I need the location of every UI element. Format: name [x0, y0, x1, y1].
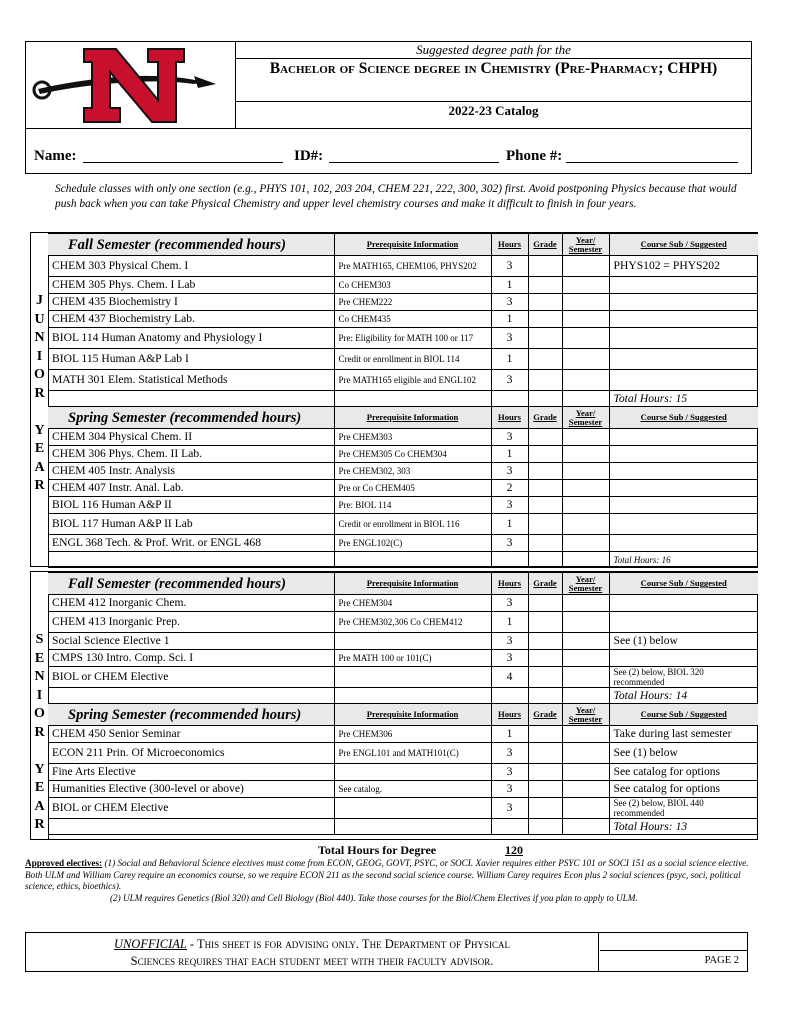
col-hours: Hours — [491, 704, 528, 726]
university-logo — [26, 42, 236, 128]
semester-total-row — [48, 552, 758, 568]
course-substitution: See catalog for options — [609, 764, 758, 781]
course-substitution — [609, 370, 758, 391]
senior-year-label — [31, 572, 49, 839]
year-semester-cell[interactable] — [562, 370, 609, 391]
grade-cell[interactable] — [528, 497, 562, 514]
course-hours: 2 — [491, 480, 528, 497]
empty-cell — [491, 552, 528, 568]
empty-cell — [48, 391, 334, 407]
approved-electives-notes — [25, 858, 760, 904]
course-prerequisite: Co CHEM303 — [334, 277, 491, 294]
course-hours: 3 — [491, 294, 528, 311]
course-name: CHEM 305 Phys. Chem. I Lab — [48, 277, 334, 294]
course-substitution: See (1) below — [609, 633, 758, 650]
course-row — [48, 743, 758, 764]
course-name: Fine Arts Elective — [48, 764, 334, 781]
course-name: CHEM 450 Senior Seminar — [48, 726, 334, 743]
grade-cell[interactable] — [528, 514, 562, 535]
year-semester-cell[interactable] — [562, 595, 609, 612]
year-label-letter: Y — [34, 422, 45, 438]
course-name: CHEM 437 Biochemistry Lab. — [48, 311, 334, 328]
empty-cell — [528, 391, 562, 407]
course-row — [48, 311, 758, 328]
col-hours: Hours — [491, 573, 528, 595]
course-substitution: See catalog for options — [609, 781, 758, 798]
empty-cell — [562, 391, 609, 407]
year-semester-cell[interactable] — [562, 349, 609, 370]
year-label-letter: N — [34, 330, 45, 345]
course-row — [48, 429, 758, 446]
col-prerequisite: Prerequisite Information — [334, 234, 491, 256]
grade-cell[interactable] — [528, 429, 562, 446]
course-hours: 1 — [491, 514, 528, 535]
course-name: CHEM 405 Instr. Analysis — [48, 463, 334, 480]
course-name: BIOL or CHEM Elective — [48, 667, 334, 688]
course-row — [48, 294, 758, 311]
year-semester-cell[interactable] — [562, 446, 609, 463]
year-label-letter: Y — [34, 761, 45, 777]
intro-note: Schedule classes with only one section (e.g., PHYS 101, 102, 203 204, CHEM 221, 222, 300, 302) first. Avoid postponing Physics because that would push back when you can take Physical Chemistry and upper level chemistry courses and make it difficult to finish in four years. — [55, 183, 737, 210]
empty-cell — [562, 552, 609, 568]
empty-cell — [528, 819, 562, 835]
year-semester-cell[interactable] — [562, 311, 609, 328]
grade-cell[interactable] — [528, 633, 562, 650]
empty-cell — [562, 819, 609, 835]
course-hours: 3 — [491, 798, 528, 819]
course-substitution: PHYS102 = PHYS202 — [609, 256, 758, 277]
course-prerequisite — [334, 798, 491, 819]
semester-header-row — [48, 234, 758, 256]
course-row — [48, 633, 758, 650]
course-prerequisite: Pre MATH165 eligible and ENGL102 — [334, 370, 491, 391]
empty-cell — [562, 688, 609, 704]
course-hours: 3 — [491, 633, 528, 650]
empty-cell — [528, 552, 562, 568]
grade-cell[interactable] — [528, 294, 562, 311]
year-label-letter: S — [35, 632, 44, 647]
semester-header-row — [48, 407, 758, 429]
year-semester-cell[interactable] — [562, 612, 609, 633]
semester-header-row — [48, 573, 758, 595]
course-hours: 3 — [491, 781, 528, 798]
course-substitution — [609, 514, 758, 535]
grade-cell[interactable] — [528, 311, 562, 328]
grade-cell[interactable] — [528, 612, 562, 633]
year-label-letter: R — [34, 385, 45, 401]
semester-total-hours: Total Hours: 14 — [609, 688, 758, 704]
year-semester-cell[interactable] — [562, 328, 609, 349]
grade-cell[interactable] — [528, 781, 562, 798]
course-row — [48, 781, 758, 798]
course-name: CHEM 412 Inorganic Chem. — [48, 595, 334, 612]
course-row — [48, 370, 758, 391]
year-label-letter: R — [34, 724, 45, 740]
year-label-letter: E — [34, 780, 45, 795]
course-prerequisite: Co CHEM435 — [334, 311, 491, 328]
semester-title: Spring Semester (recommended hours) — [48, 704, 334, 726]
course-name: CHEM 407 Instr. Anal. Lab. — [48, 480, 334, 497]
course-hours: 1 — [491, 726, 528, 743]
grade-cell[interactable] — [528, 463, 562, 480]
disclaimer-line-1: - This sheet is for advising only. The Department of Physical — [186, 937, 511, 951]
course-hours: 3 — [491, 743, 528, 764]
course-name: BIOL 117 Human A&P II Lab — [48, 514, 334, 535]
col-course-sub: Course Sub / Suggested — [609, 234, 758, 256]
semester-total-hours: Total Hours: 13 — [609, 819, 758, 835]
unofficial-label: UNOFFICIAL — [113, 937, 187, 951]
notes-heading: Approved electives: — [25, 858, 103, 868]
course-hours: 3 — [491, 463, 528, 480]
empty-cell — [48, 688, 334, 704]
course-name: Social Science Elective 1 — [48, 633, 334, 650]
note-2: (2) ULM requires Genetics (Biol 320) and Cell Biology (Biol 440). Take those courses for the Biol/Chem Electives if you plan to apply to ULM. — [110, 892, 638, 903]
course-substitution — [609, 277, 758, 294]
course-row — [48, 650, 758, 667]
course-row — [48, 480, 758, 497]
empty-cell — [491, 391, 528, 407]
course-row — [48, 514, 758, 535]
year-label-letter: I — [36, 687, 43, 703]
col-prerequisite: Prerequisite Information — [334, 704, 491, 726]
col-grade: Grade — [528, 573, 562, 595]
course-name: BIOL 116 Human A&P II — [48, 497, 334, 514]
course-prerequisite: Pre MATH165, CHEM106, PHYS202 — [334, 256, 491, 277]
grade-cell[interactable] — [528, 726, 562, 743]
course-hours: 1 — [491, 612, 528, 633]
course-row — [48, 497, 758, 514]
senior-year-section — [30, 571, 758, 840]
year-semester-cell[interactable] — [562, 480, 609, 497]
course-hours: 1 — [491, 446, 528, 463]
col-grade: Grade — [528, 704, 562, 726]
grade-cell[interactable] — [528, 328, 562, 349]
semester-header-row — [48, 704, 758, 726]
year-label-letter: A — [34, 459, 45, 475]
year-label-letter: U — [34, 311, 45, 327]
col-year-semester: Year/ Semester — [562, 704, 609, 726]
course-substitution — [609, 294, 758, 311]
course-prerequisite: Pre CHEM306 — [334, 726, 491, 743]
course-prerequisite: Pre ENGL101 and MATH101(C) — [334, 743, 491, 764]
course-substitution: See (2) below, BIOL 320 recommended — [609, 667, 758, 688]
col-grade: Grade — [528, 407, 562, 429]
course-substitution — [609, 480, 758, 497]
year-semester-cell[interactable] — [562, 798, 609, 819]
document-header — [25, 41, 752, 129]
course-name: ENGL 368 Tech. & Prof. Writ. or ENGL 468 — [48, 535, 334, 552]
junior-course-table — [48, 233, 758, 568]
course-name: BIOL 114 Human Anatomy and Physiology I — [48, 328, 334, 349]
empty-cell — [48, 819, 334, 835]
id-field[interactable] — [329, 162, 499, 163]
year-semester-cell[interactable] — [562, 429, 609, 446]
disclaimer-line-2: Sciences requires that each student meet with their faculty advisor. — [130, 954, 494, 968]
empty-cell — [334, 552, 491, 568]
course-prerequisite: Credit or enrollment in BIOL 116 — [334, 514, 491, 535]
col-hours: Hours — [491, 234, 528, 256]
course-row — [48, 612, 758, 633]
course-hours: 3 — [491, 535, 528, 552]
grade-cell[interactable] — [528, 743, 562, 764]
junior-year-section — [30, 232, 758, 567]
course-name: ECON 211 Prin. Of Microeconomics — [48, 743, 334, 764]
course-row — [48, 349, 758, 370]
grade-cell[interactable] — [528, 480, 562, 497]
course-hours: 3 — [491, 370, 528, 391]
year-semester-cell[interactable] — [562, 535, 609, 552]
course-prerequisite: Pre CHEM304 — [334, 595, 491, 612]
year-semester-cell[interactable] — [562, 256, 609, 277]
total-degree-label: Total Hours for Degree — [318, 843, 437, 857]
grade-cell[interactable] — [528, 535, 562, 552]
course-prerequisite: Pre CHEM222 — [334, 294, 491, 311]
name-label: Name: — [34, 148, 77, 164]
course-hours: 3 — [491, 595, 528, 612]
course-substitution — [609, 311, 758, 328]
course-hours: 3 — [491, 764, 528, 781]
course-row — [48, 798, 758, 819]
course-prerequisite — [334, 764, 491, 781]
empty-cell — [334, 819, 491, 835]
empty-cell — [48, 552, 334, 568]
course-substitution: See (2) below, BIOL 440 recommended — [609, 798, 758, 819]
course-substitution — [609, 429, 758, 446]
course-name: BIOL or CHEM Elective — [48, 798, 334, 819]
col-hours: Hours — [491, 407, 528, 429]
course-row — [48, 256, 758, 277]
year-semester-cell[interactable] — [562, 497, 609, 514]
course-hours: 3 — [491, 328, 528, 349]
id-label: ID#: — [294, 148, 324, 164]
semester-title: Spring Semester (recommended hours) — [48, 407, 334, 429]
course-row — [48, 726, 758, 743]
empty-cell — [528, 688, 562, 704]
course-prerequisite: Pre or Co CHEM405 — [334, 480, 491, 497]
page-number: PAGE 2 — [704, 955, 739, 966]
course-prerequisite: Pre CHEM302, 303 — [334, 463, 491, 480]
phone-field[interactable] — [566, 162, 738, 163]
course-hours: 3 — [491, 497, 528, 514]
course-substitution — [609, 535, 758, 552]
year-label-letter: E — [34, 650, 45, 666]
course-prerequisite: See catalog. — [334, 781, 491, 798]
year-label-letter: A — [34, 798, 45, 814]
col-year-semester: Year/ Semester — [562, 573, 609, 595]
empty-cell — [491, 819, 528, 835]
course-row — [48, 667, 758, 688]
course-name: CHEM 303 Physical Chem. I — [48, 256, 334, 277]
semester-title: Fall Semester (recommended hours) — [48, 234, 334, 256]
course-prerequisite: Pre: Eligibility for MATH 100 or 117 — [334, 328, 491, 349]
col-prerequisite: Prerequisite Information — [334, 573, 491, 595]
course-name: CHEM 435 Biochemistry I — [48, 294, 334, 311]
year-label-letter: R — [34, 478, 45, 493]
course-name: CHEM 304 Physical Chem. II — [48, 429, 334, 446]
course-substitution — [609, 497, 758, 514]
course-substitution — [609, 328, 758, 349]
empty-cell — [334, 391, 491, 407]
year-label-letter: I — [36, 348, 43, 364]
grade-cell[interactable] — [528, 667, 562, 688]
course-hours: 3 — [491, 650, 528, 667]
course-prerequisite: Pre CHEM305 Co CHEM304 — [334, 446, 491, 463]
course-hours: 1 — [491, 349, 528, 370]
year-semester-cell[interactable] — [562, 667, 609, 688]
semester-total-row — [48, 391, 758, 407]
course-row — [48, 764, 758, 781]
col-year-semester: Year/ Semester — [562, 407, 609, 429]
name-field[interactable] — [83, 162, 283, 163]
year-label-letter: O — [34, 367, 45, 382]
course-substitution: See (1) below — [609, 743, 758, 764]
course-row — [48, 595, 758, 612]
col-grade: Grade — [528, 234, 562, 256]
course-row — [48, 463, 758, 480]
col-course-sub: Course Sub / Suggested — [609, 573, 758, 595]
degree-title: Bachelor of Science degree in Chemistry (Pre-Pharmacy; CHPH) — [236, 59, 751, 102]
footer — [25, 932, 748, 972]
col-course-sub: Course Sub / Suggested — [609, 704, 758, 726]
course-name: Humanities Elective (300-level or above) — [48, 781, 334, 798]
course-substitution — [609, 463, 758, 480]
year-semester-cell[interactable] — [562, 781, 609, 798]
year-semester-cell[interactable] — [562, 277, 609, 294]
course-prerequisite: Pre CHEM303 — [334, 429, 491, 446]
col-year-semester: Year/ Semester — [562, 234, 609, 256]
course-substitution — [609, 595, 758, 612]
grade-cell[interactable] — [528, 349, 562, 370]
junior-year-label — [31, 233, 49, 566]
semester-total-row — [48, 688, 758, 704]
grade-cell[interactable] — [528, 446, 562, 463]
year-semester-cell[interactable] — [562, 743, 609, 764]
year-label-letter: E — [34, 441, 45, 456]
semester-total-hours: Total Hours: 15 — [609, 391, 758, 407]
total-degree-value: 120 — [505, 843, 523, 857]
total-degree-hours — [318, 843, 523, 858]
course-prerequisite: Pre ENGL102(C) — [334, 535, 491, 552]
year-semester-cell[interactable] — [562, 650, 609, 667]
course-name: CHEM 413 Inorganic Prep. — [48, 612, 334, 633]
course-prerequisite: Pre MATH 100 or 101(C) — [334, 650, 491, 667]
year-label-letter: N — [34, 669, 45, 684]
course-name: CMPS 130 Intro. Comp. Sci. I — [48, 650, 334, 667]
col-prerequisite: Prerequisite Information — [334, 407, 491, 429]
empty-cell — [491, 688, 528, 704]
year-label-letter: J — [36, 293, 43, 308]
course-name: BIOL 115 Human A&P Lab I — [48, 349, 334, 370]
grade-cell[interactable] — [528, 650, 562, 667]
course-prerequisite — [334, 667, 491, 688]
student-info-bar — [25, 129, 752, 174]
grade-cell[interactable] — [528, 256, 562, 277]
course-row — [48, 446, 758, 463]
course-hours: 3 — [491, 256, 528, 277]
semester-total-row — [48, 819, 758, 835]
note-1: (1) Social and Behavioral Science electives must come from ECON, GEOG, GOVT, PSYC, or SOCI. Xavier requires either PSYC 101 or SOCI 151 as a social science elective. Both ULM and William Carey require an economics course, so we require ECON 211 as the second social science course. William Carey requires Econ plus 2 social sciences (psyc, soci, political science, ethics, bioethics). — [25, 858, 749, 891]
catalog-year: 2022-23 Catalog — [448, 103, 539, 118]
page-box — [600, 933, 747, 971]
course-prerequisite: Pre: BIOL 114 — [334, 497, 491, 514]
empty-cell — [334, 688, 491, 704]
course-hours: 1 — [491, 277, 528, 294]
grade-cell[interactable] — [528, 277, 562, 294]
year-semester-cell[interactable] — [562, 294, 609, 311]
year-semester-cell[interactable] — [562, 463, 609, 480]
course-row — [48, 535, 758, 552]
course-prerequisite — [334, 633, 491, 650]
grade-cell[interactable] — [528, 595, 562, 612]
advising-disclaimer — [26, 933, 599, 971]
grade-cell[interactable] — [528, 370, 562, 391]
year-semester-cell[interactable] — [562, 726, 609, 743]
header-subtitle: Suggested degree path for the — [236, 42, 751, 59]
course-name: CHEM 306 Phys. Chem. II Lab. — [48, 446, 334, 463]
course-hours: 3 — [491, 429, 528, 446]
course-hours: 1 — [491, 311, 528, 328]
year-semester-cell[interactable] — [562, 514, 609, 535]
course-substitution — [609, 349, 758, 370]
year-semester-cell[interactable] — [562, 764, 609, 781]
course-name: MATH 301 Elem. Statistical Methods — [48, 370, 334, 391]
course-hours: 4 — [491, 667, 528, 688]
semester-total-hours: Total Hours: 16 — [609, 552, 758, 568]
course-row — [48, 328, 758, 349]
course-substitution — [609, 612, 758, 633]
course-prerequisite: Pre CHEM302,306 Co CHEM412 — [334, 612, 491, 633]
course-substitution — [609, 446, 758, 463]
semester-title: Fall Semester (recommended hours) — [48, 573, 334, 595]
course-row — [48, 277, 758, 294]
year-label-letter: O — [34, 706, 45, 721]
course-prerequisite: Credit or enrollment in BIOL 114 — [334, 349, 491, 370]
phone-label: Phone #: — [506, 148, 563, 164]
grade-cell[interactable] — [528, 798, 562, 819]
course-substitution — [609, 650, 758, 667]
course-substitution: Take during last semester — [609, 726, 758, 743]
col-course-sub: Course Sub / Suggested — [609, 407, 758, 429]
year-semester-cell[interactable] — [562, 633, 609, 650]
grade-cell[interactable] — [528, 764, 562, 781]
senior-course-table — [48, 572, 758, 835]
year-label-letter: R — [34, 817, 45, 832]
